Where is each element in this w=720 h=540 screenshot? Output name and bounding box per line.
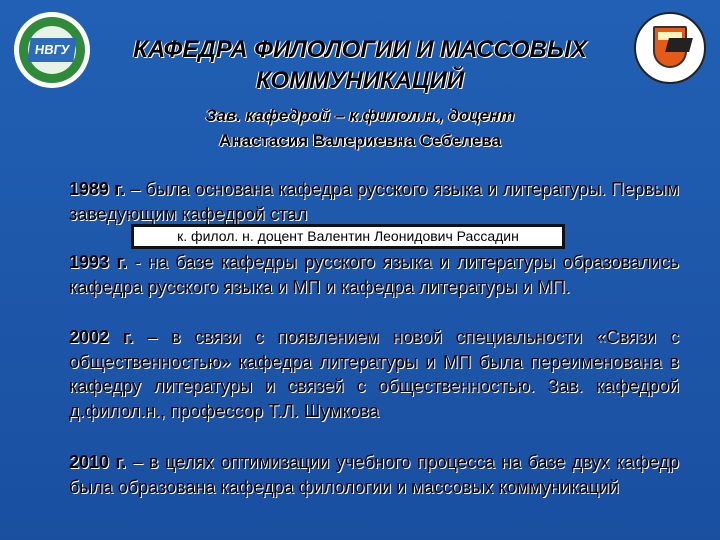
year-separator: –: [133, 327, 172, 347]
year-label: 1993 г.: [69, 252, 128, 272]
history-2010: [69, 450, 679, 499]
year-separator: -: [127, 252, 149, 272]
history-text: в связи с появлением новой специальности «Связи с общественностью» кафедра литературы и МП была переименована в кафедру литературы и связей с общественностью. Зав. кафедрой д.филол.н., профессор Т.Л. Шумкова: [69, 327, 679, 421]
history-text: была основана кафедра русского языка и литературы. Первым заведующим кафедрой стал: [69, 179, 679, 224]
history-1993: [69, 250, 679, 299]
year-label: 2002 г.: [69, 327, 134, 347]
history-text: в целях оптимизации учебного процесса на базе двух кафедр была образована кафедра филологии и массовых коммуникаций: [69, 452, 680, 497]
history-2002: [69, 325, 679, 423]
year-separator: –: [126, 452, 150, 472]
year-separator: –: [125, 179, 146, 199]
year-label: 2010 г.: [69, 452, 127, 472]
logo-text: НВГУ: [27, 38, 76, 62]
history-1989: [69, 177, 679, 226]
head-role: Зав. кафедрой – к.филол.н., доцент: [205, 106, 515, 125]
page-title: КАФЕДРА ФИЛОЛОГИИ И МАССОВЫХ КОММУНИКАЦИЙ: [133, 36, 587, 94]
university-logo: [14, 12, 90, 88]
graduation-cap-icon: [665, 38, 693, 52]
head-callout: к. филол. н. доцент Валентин Леонидович Рассадин: [131, 224, 565, 249]
head-name: Анастасия Валериевна Себелева: [219, 131, 501, 150]
department-emblem: [634, 12, 706, 84]
year-label: 1989 г.: [69, 179, 125, 199]
history-text: на базе кафедры русского языка и литературы образовались кафедра русского языка и МП и кафедра литературы и МП.: [69, 252, 679, 297]
